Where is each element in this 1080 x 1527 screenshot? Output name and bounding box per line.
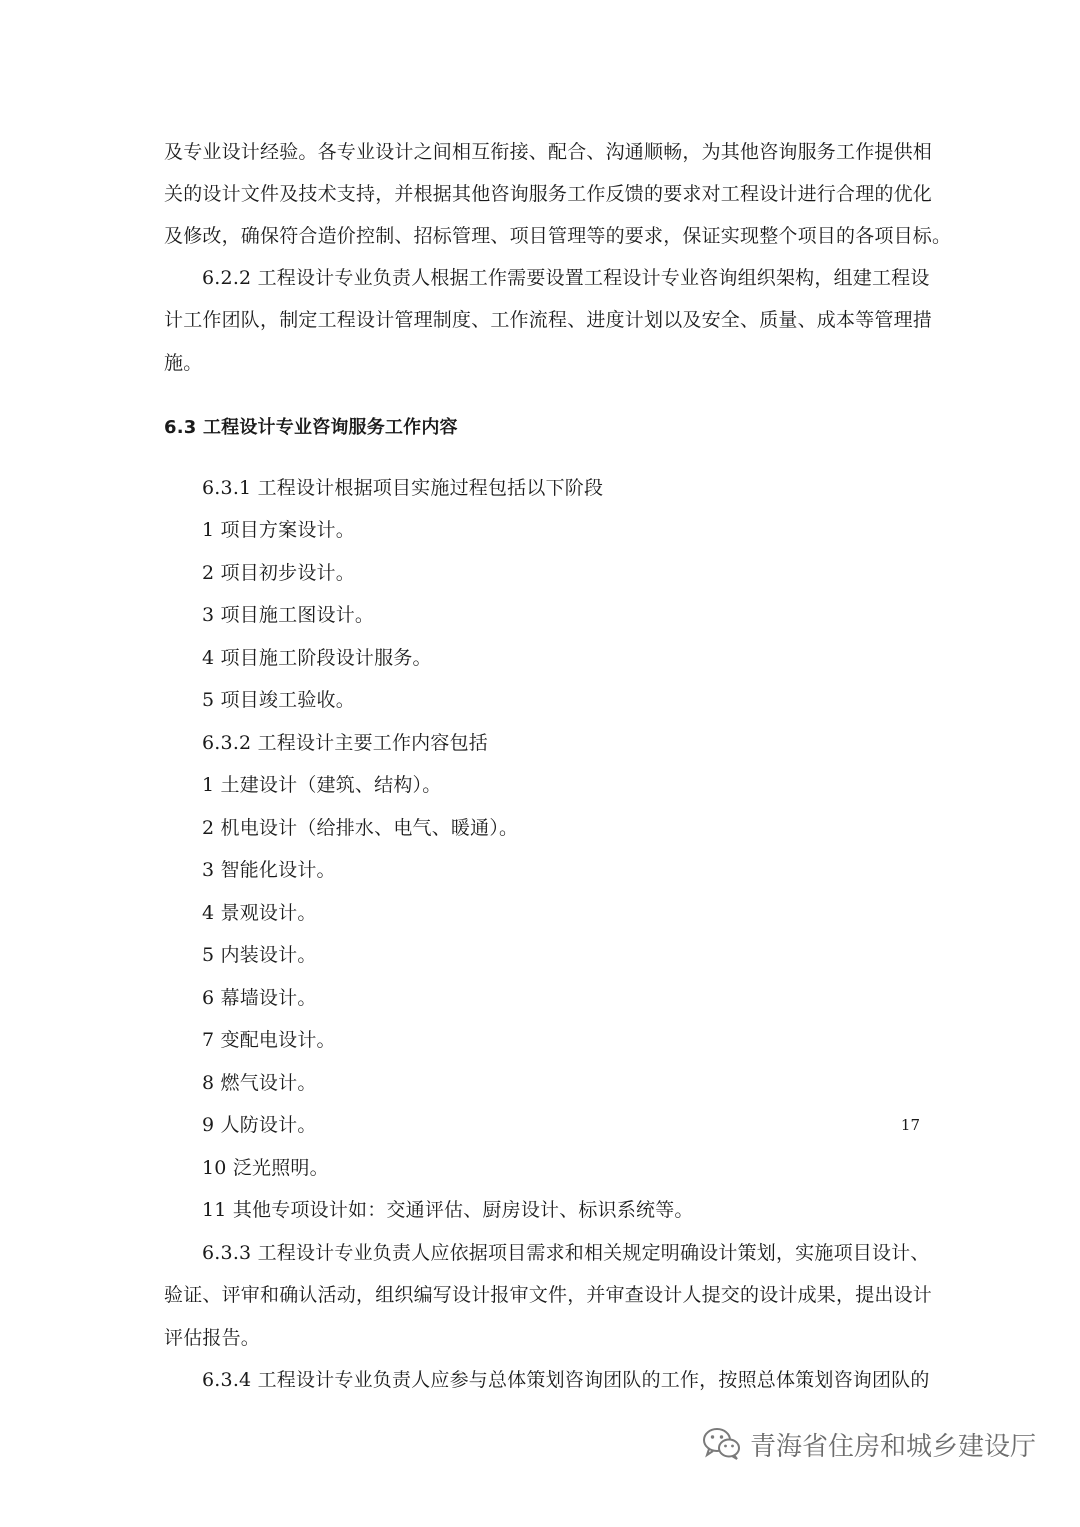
watermark [702,1422,1036,1466]
list-item: 4 项目施工阶段设计服务。 [202,647,432,669]
clause-line: 6.3.2 工程设计主要工作内容包括 [202,732,488,754]
list-item: 1 土建设计（建筑、结构）。 [202,774,442,796]
list-item: 5 项目竣工验收。 [202,689,355,711]
list-item: 10 泛光照明。 [202,1157,329,1179]
wechat-icon [702,1426,742,1462]
list-item: 8 燃气设计。 [202,1072,317,1094]
list-item: 4 景观设计。 [202,902,317,924]
paragraph-line: 计工作团队，制定工程设计管理制度、工作流程、进度计划以及安全、质量、成本等管理措 [164,309,933,331]
paragraph-line: 评估报告。 [164,1327,261,1349]
paragraph-line: 及专业设计经验。各专业设计之间相互衔接、配合、沟通顺畅，为其他咨询服务工作提供相 [164,141,933,163]
list-item: 11 其他专项设计如：交通评估、厨房设计、标识系统等。 [202,1199,694,1221]
list-item: 3 智能化设计。 [202,859,336,881]
list-item: 9 人防设计。 [202,1114,317,1136]
paragraph-line: 施。 [164,352,203,374]
list-item: 2 项目初步设计。 [202,562,355,584]
watermark-text: 青海省住房和城乡建设厅 [750,1431,1037,1462]
list-item: 5 内装设计。 [202,944,317,966]
page-number: 17 [900,1116,920,1134]
paragraph-line: 6.2.2 工程设计专业负责人根据工作需要设置工程设计专业咨询组织架构，组建工程设 [202,267,930,289]
paragraph-line: 验证、评审和确认活动，组织编写设计报审文件，并审查设计人提交的设计成果，提出设计 [164,1284,933,1306]
paragraph-line: 6.3.4 工程设计专业负责人应参与总体策划咨询团队的工作，按照总体策划咨询团队的 [202,1369,930,1391]
list-item: 6 幕墙设计。 [202,987,317,1009]
paragraph-line: 及修改，确保符合造价控制、招标管理、项目管理等的要求，保证实现整个项目的各项目标。 [164,225,952,247]
list-item: 1 项目方案设计。 [202,519,355,541]
list-item: 2 机电设计（给排水、电气、暖通）。 [202,817,519,839]
paragraph-line: 关的设计文件及技术支持，并根据其他咨询服务工作反馈的要求对工程设计进行合理的优化 [164,183,933,205]
paragraph-line: 6.3.3 工程设计专业负责人应依据项目需求和相关规定明确设计策划，实施项目设计、 [202,1242,930,1264]
clause-line: 6.3.1 工程设计根据项目实施过程包括以下阶段 [202,477,604,499]
section-heading: 6.3 工程设计专业咨询服务工作内容 [164,417,458,438]
list-item: 7 变配电设计。 [202,1029,336,1051]
list-item: 3 项目施工图设计。 [202,604,375,626]
